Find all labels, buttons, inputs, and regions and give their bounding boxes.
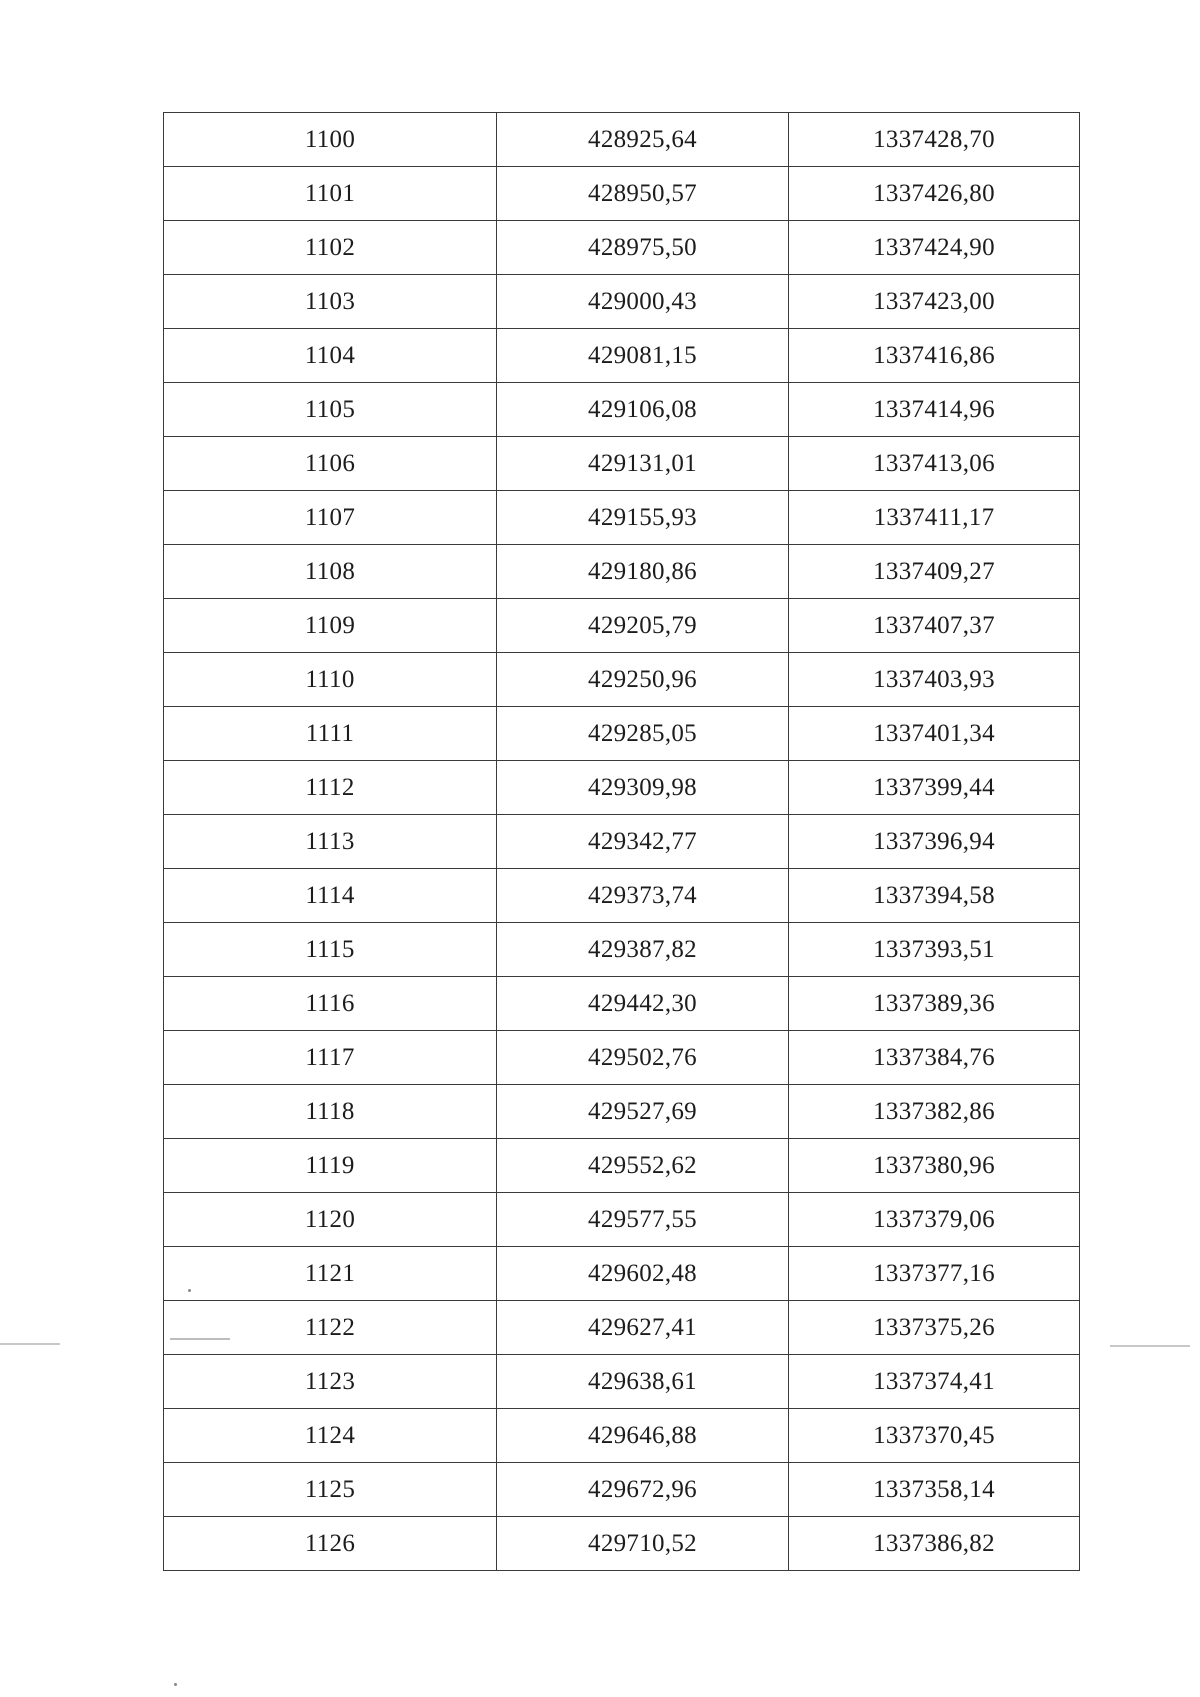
table-row xyxy=(164,1193,1080,1247)
y-coordinate: 1337375,26 xyxy=(789,1301,1080,1355)
y-coordinate: 1337428,70 xyxy=(789,113,1080,167)
x-coordinate: 428925,64 xyxy=(497,113,789,167)
x-coordinate: 429180,86 xyxy=(497,545,789,599)
x-coordinate: 429602,48 xyxy=(497,1247,789,1301)
point-number: 1106 xyxy=(164,437,497,491)
y-coordinate: 1337358,14 xyxy=(789,1463,1080,1517)
point-number: 1118 xyxy=(164,1085,497,1139)
y-coordinate: 1337424,90 xyxy=(789,221,1080,275)
x-coordinate: 429081,15 xyxy=(497,329,789,383)
coordinates-table xyxy=(163,112,1080,1571)
x-coordinate: 429250,96 xyxy=(497,653,789,707)
x-coordinate: 429502,76 xyxy=(497,1031,789,1085)
point-number: 1108 xyxy=(164,545,497,599)
scan-speck xyxy=(188,1289,191,1292)
x-coordinate: 429646,88 xyxy=(497,1409,789,1463)
table-row xyxy=(164,1463,1080,1517)
table-row xyxy=(164,113,1080,167)
table-row xyxy=(164,1139,1080,1193)
table-row xyxy=(164,221,1080,275)
x-coordinate: 429387,82 xyxy=(497,923,789,977)
table-row xyxy=(164,1247,1080,1301)
x-coordinate: 429285,05 xyxy=(497,707,789,761)
table-row xyxy=(164,1517,1080,1571)
y-coordinate: 1337384,76 xyxy=(789,1031,1080,1085)
point-number: 1103 xyxy=(164,275,497,329)
point-number: 1114 xyxy=(164,869,497,923)
table-row xyxy=(164,977,1080,1031)
x-coordinate: 429672,96 xyxy=(497,1463,789,1517)
y-coordinate: 1337407,37 xyxy=(789,599,1080,653)
table-row xyxy=(164,383,1080,437)
x-coordinate: 429373,74 xyxy=(497,869,789,923)
y-coordinate: 1337377,16 xyxy=(789,1247,1080,1301)
y-coordinate: 1337389,36 xyxy=(789,977,1080,1031)
table-row xyxy=(164,491,1080,545)
y-coordinate: 1337414,96 xyxy=(789,383,1080,437)
table-row xyxy=(164,815,1080,869)
x-coordinate: 429638,61 xyxy=(497,1355,789,1409)
y-coordinate: 1337379,06 xyxy=(789,1193,1080,1247)
y-coordinate: 1337416,86 xyxy=(789,329,1080,383)
table-row xyxy=(164,275,1080,329)
y-coordinate: 1337393,51 xyxy=(789,923,1080,977)
table-row xyxy=(164,1085,1080,1139)
point-number: 1107 xyxy=(164,491,497,545)
point-number: 1110 xyxy=(164,653,497,707)
point-number: 1109 xyxy=(164,599,497,653)
x-coordinate: 429527,69 xyxy=(497,1085,789,1139)
point-number: 1115 xyxy=(164,923,497,977)
y-coordinate: 1337409,27 xyxy=(789,545,1080,599)
x-coordinate: 429342,77 xyxy=(497,815,789,869)
point-number: 1125 xyxy=(164,1463,497,1517)
y-coordinate: 1337423,00 xyxy=(789,275,1080,329)
x-coordinate: 429309,98 xyxy=(497,761,789,815)
point-number: 1120 xyxy=(164,1193,497,1247)
point-number: 1116 xyxy=(164,977,497,1031)
x-coordinate: 429131,01 xyxy=(497,437,789,491)
x-coordinate: 429106,08 xyxy=(497,383,789,437)
y-coordinate: 1337403,93 xyxy=(789,653,1080,707)
point-number: 1101 xyxy=(164,167,497,221)
y-coordinate: 1337386,82 xyxy=(789,1517,1080,1571)
x-coordinate: 429577,55 xyxy=(497,1193,789,1247)
y-coordinate: 1337401,34 xyxy=(789,707,1080,761)
point-number: 1104 xyxy=(164,329,497,383)
table-row xyxy=(164,1409,1080,1463)
x-coordinate: 429627,41 xyxy=(497,1301,789,1355)
y-coordinate: 1337399,44 xyxy=(789,761,1080,815)
x-coordinate: 429000,43 xyxy=(497,275,789,329)
y-coordinate: 1337394,58 xyxy=(789,869,1080,923)
point-number: 1113 xyxy=(164,815,497,869)
table-row xyxy=(164,437,1080,491)
table-row xyxy=(164,653,1080,707)
x-coordinate: 429442,30 xyxy=(497,977,789,1031)
point-number: 1124 xyxy=(164,1409,497,1463)
x-coordinate: 429710,52 xyxy=(497,1517,789,1571)
y-coordinate: 1337396,94 xyxy=(789,815,1080,869)
point-number: 1119 xyxy=(164,1139,497,1193)
x-coordinate: 429205,79 xyxy=(497,599,789,653)
scan-speck xyxy=(174,1683,177,1686)
point-number: 1121 xyxy=(164,1247,497,1301)
y-coordinate: 1337382,86 xyxy=(789,1085,1080,1139)
table-row xyxy=(164,1031,1080,1085)
x-coordinate: 429155,93 xyxy=(497,491,789,545)
x-coordinate: 428950,57 xyxy=(497,167,789,221)
point-number: 1123 xyxy=(164,1355,497,1409)
scan-artifact xyxy=(170,1338,230,1340)
point-number: 1102 xyxy=(164,221,497,275)
y-coordinate: 1337380,96 xyxy=(789,1139,1080,1193)
y-coordinate: 1337411,17 xyxy=(789,491,1080,545)
table-row xyxy=(164,599,1080,653)
table-row xyxy=(164,869,1080,923)
y-coordinate: 1337426,80 xyxy=(789,167,1080,221)
point-number: 1122 xyxy=(164,1301,497,1355)
coordinates-table-body xyxy=(164,113,1080,1571)
point-number: 1117 xyxy=(164,1031,497,1085)
table-row xyxy=(164,545,1080,599)
table-row xyxy=(164,1355,1080,1409)
x-coordinate: 429552,62 xyxy=(497,1139,789,1193)
table-row xyxy=(164,1301,1080,1355)
table-row xyxy=(164,329,1080,383)
y-coordinate: 1337370,45 xyxy=(789,1409,1080,1463)
y-coordinate: 1337413,06 xyxy=(789,437,1080,491)
point-number: 1126 xyxy=(164,1517,497,1571)
table-row xyxy=(164,761,1080,815)
table-row xyxy=(164,923,1080,977)
point-number: 1111 xyxy=(164,707,497,761)
scan-artifact xyxy=(1110,1345,1190,1347)
scan-artifact xyxy=(0,1343,60,1345)
y-coordinate: 1337374,41 xyxy=(789,1355,1080,1409)
x-coordinate: 428975,50 xyxy=(497,221,789,275)
table-row xyxy=(164,167,1080,221)
point-number: 1112 xyxy=(164,761,497,815)
point-number: 1100 xyxy=(164,113,497,167)
point-number: 1105 xyxy=(164,383,497,437)
table-row xyxy=(164,707,1080,761)
